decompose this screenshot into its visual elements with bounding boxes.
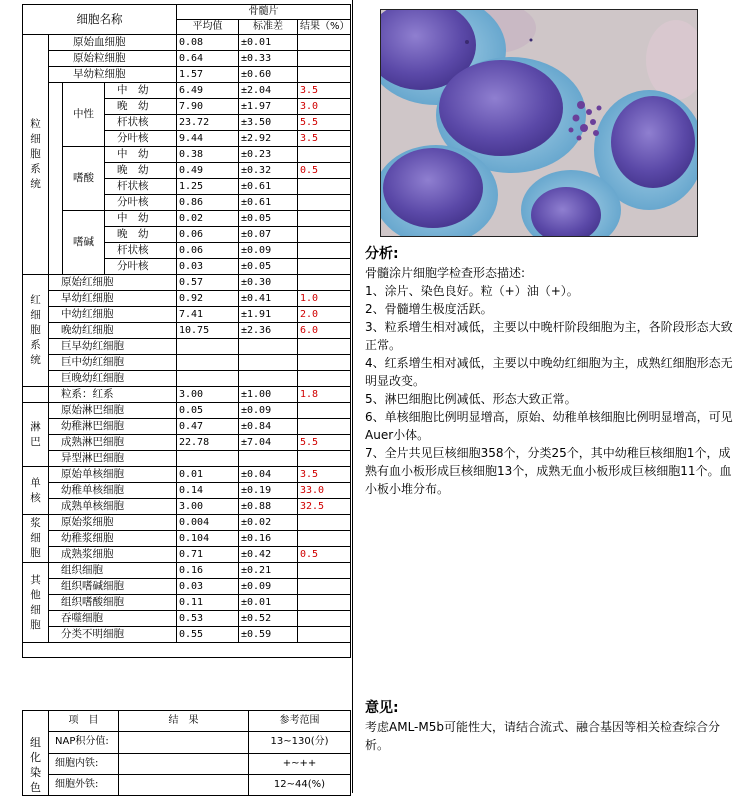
row-sd: ±0.07 [239,227,298,243]
row-name: 异型淋巴细胞 [49,451,177,467]
row-name: 分叶核 [105,131,177,147]
row-name: 杆状核 [105,115,177,131]
row-result [298,611,351,627]
row-mean: 0.64 [177,51,239,67]
chem-ref: 12~44(%) [249,774,351,795]
row-mean: 0.06 [177,243,239,259]
row-name: 原始红细胞 [49,275,177,291]
table-row [23,579,351,595]
row-result [298,51,351,67]
row-sd: ±0.09 [239,579,298,595]
group-other: 其他细胞 [23,563,49,643]
table-row [23,732,351,753]
row-sd: ±1.91 [239,307,298,323]
row-result [298,259,351,275]
row-name: 原始淋巴细胞 [49,403,177,419]
row-sd: ±0.60 [239,67,298,83]
row-result: 32.5 [298,499,351,515]
table-row [23,435,351,451]
table-row [23,147,351,163]
row-name: 中幼红细胞 [49,307,177,323]
header-sd: 标准差 [239,20,298,35]
row-name: 组织嗜碱细胞 [49,579,177,595]
row-sd: ±0.01 [239,595,298,611]
row-name: 巨中幼红细胞 [49,355,177,371]
row-mean: 7.41 [177,307,239,323]
table-row [23,467,351,483]
row-result [298,211,351,227]
group-plasma: 浆细胞 [23,515,49,563]
table-row [23,339,351,355]
table-row [23,531,351,547]
table-row [23,83,351,99]
row-mean: 22.78 [177,435,239,451]
table-row [23,51,351,67]
table-row [23,275,351,291]
row-sd: ±0.01 [239,35,298,51]
chem-ref: +~++ [249,753,351,774]
row-name: 分叶核 [105,259,177,275]
row-mean: 23.72 [177,115,239,131]
row-sd [239,355,298,371]
row-result [298,403,351,419]
row-sd: ±0.41 [239,291,298,307]
bone-marrow-table [22,4,351,658]
row-mean: 0.53 [177,611,239,627]
row-name: 巨晚幼红细胞 [49,371,177,387]
analysis-section [365,244,737,498]
row-sd: ±1.97 [239,99,298,115]
row-sd: ±0.23 [239,147,298,163]
row-mean: 0.03 [177,579,239,595]
group-spacer [49,83,63,275]
row-result: 3.5 [298,131,351,147]
row-result [298,515,351,531]
row-sd: ±1.00 [239,387,298,403]
row-result: 0.5 [298,547,351,563]
row-name: 幼稚单核细胞 [49,483,177,499]
row-sd: ±0.19 [239,483,298,499]
table-row [23,387,351,403]
row-sd: ±0.05 [239,259,298,275]
row-result [298,595,351,611]
table-row [23,419,351,435]
group-neutrophil: 中性 [63,83,105,147]
row-mean: 0.004 [177,515,239,531]
table-row [23,547,351,563]
group-mono: 单核 [23,467,49,515]
row-name: 原始单核细胞 [49,467,177,483]
chem-result [119,753,249,774]
row-result [298,35,351,51]
row-result [298,371,351,387]
row-result [298,419,351,435]
row-mean: 0.01 [177,467,239,483]
row-sd: ±0.59 [239,627,298,643]
chem-item: 细胞内铁: [49,753,119,774]
chem-category: 组化染色 [23,711,49,796]
row-name: 组织细胞 [49,563,177,579]
analysis-line: 5、淋巴细胞比例减低、形态大致正常。 [365,392,577,406]
row-name: 原始浆细胞 [49,515,177,531]
header-bone-marrow: 骨髓片 [177,5,351,20]
row-name: 杆状核 [105,243,177,259]
analysis-line: 骨髓涂片细胞学检查形态描述: [365,266,526,280]
row-result [298,275,351,291]
row-sd: ±0.32 [239,163,298,179]
report-left-panel [22,4,350,793]
group-blank [23,387,49,403]
chem-header-result: 结 果 [119,711,249,732]
marrow-smear-image [380,9,698,237]
row-mean: 0.92 [177,291,239,307]
row-name: 晚 幼 [105,227,177,243]
row-sd: ±0.61 [239,195,298,211]
row-result: 3.5 [298,83,351,99]
row-name: 晚幼红细胞 [49,323,177,339]
row-result [298,627,351,643]
chem-header-item: 项 目 [49,711,119,732]
row-name: 晚 幼 [105,163,177,179]
row-name: 早幼粒细胞 [49,67,177,83]
chem-item: NAP积分值: [49,732,119,753]
row-name: 粒系：红系 [49,387,177,403]
row-name: 中 幼 [105,147,177,163]
group-granulocyte: 粒细胞系统 [23,35,49,275]
analysis-line: 2、骨髓增生极度活跃。 [365,302,493,316]
row-name: 杆状核 [105,179,177,195]
table-row [23,627,351,643]
row-sd: ±0.04 [239,467,298,483]
row-result: 5.5 [298,115,351,131]
table-row [23,774,351,795]
row-mean: 0.55 [177,627,239,643]
table-row [23,563,351,579]
row-name: 成熟单核细胞 [49,499,177,515]
row-sd [239,339,298,355]
row-mean: 0.11 [177,595,239,611]
column-divider [352,0,353,793]
row-result: 0.5 [298,163,351,179]
row-result [298,339,351,355]
row-mean: 3.00 [177,387,239,403]
analysis-line: 7、全片共见巨核细胞358个，分类25个，其中幼稚巨核细胞1个，成熟有血小板形成巨核细胞13个，成熟无血小板形成巨核细胞11个。血小板小堆分布。 [365,446,732,496]
row-name: 分类不明细胞 [49,627,177,643]
table-row [23,611,351,627]
row-mean: 1.57 [177,67,239,83]
row-mean: 10.75 [177,323,239,339]
row-mean: 0.14 [177,483,239,499]
group-lymph: 淋巴 [23,403,49,467]
analysis-line: 3、粒系增生相对减低，主要以中晚杆阶段细胞为主，各阶段形态大致正常。 [365,320,733,352]
row-result [298,179,351,195]
header-mean: 平均值 [177,20,239,35]
row-result [298,147,351,163]
group-erythroid: 红细胞系统 [23,275,49,387]
table-row [23,595,351,611]
table-row [23,403,351,419]
row-sd: ±0.02 [239,515,298,531]
row-result [298,451,351,467]
row-mean: 0.38 [177,147,239,163]
row-sd: ±0.33 [239,51,298,67]
table-row [23,371,351,387]
row-sd: ±0.16 [239,531,298,547]
row-sd: ±2.04 [239,83,298,99]
table-row [23,753,351,774]
row-result: 6.0 [298,323,351,339]
row-name: 幼稚浆细胞 [49,531,177,547]
row-mean: 7.90 [177,99,239,115]
row-result: 1.8 [298,387,351,403]
row-result [298,67,351,83]
group-eosinophil: 嗜酸 [63,147,105,211]
table-row [23,515,351,531]
row-mean [177,355,239,371]
row-sd [239,371,298,387]
table-row [23,291,351,307]
row-sd: ±3.50 [239,115,298,131]
row-mean [177,339,239,355]
row-result: 5.5 [298,435,351,451]
row-name: 成熟浆细胞 [49,547,177,563]
row-name: 晚 幼 [105,99,177,115]
row-mean [177,371,239,387]
analysis-line: 4、红系增生相对减低，主要以中晚幼红细胞为主，成熟红细胞形态无明显改变。 [365,356,733,388]
row-result [298,531,351,547]
row-sd: ±0.21 [239,563,298,579]
analysis-title: 分析: [365,246,399,262]
row-mean: 0.71 [177,547,239,563]
table-row [23,35,351,51]
row-sd: ±0.09 [239,403,298,419]
table-row [23,499,351,515]
row-result [298,355,351,371]
row-mean: 0.05 [177,403,239,419]
row-mean: 0.47 [177,419,239,435]
row-name: 原始血细胞 [49,35,177,51]
table-row [23,307,351,323]
row-mean: 9.44 [177,131,239,147]
opinion-section [365,698,737,754]
row-mean: 0.104 [177,531,239,547]
row-sd: ±0.88 [239,499,298,515]
row-sd: ±0.30 [239,275,298,291]
row-mean: 0.16 [177,563,239,579]
row-mean: 0.02 [177,211,239,227]
chem-result [119,774,249,795]
row-mean: 1.25 [177,179,239,195]
analysis-line: 6、单核细胞比例明显增高，原始、幼稚单核细胞比例明显增高，可见Auer小体。 [365,410,733,442]
opinion-text: 考虑AML-M5b可能性大，请结合流式、融合基因等相关检查综合分析。 [365,720,720,752]
row-result: 33.0 [298,483,351,499]
row-name: 巨早幼红细胞 [49,339,177,355]
row-result: 1.0 [298,291,351,307]
row-name: 原始粒细胞 [49,51,177,67]
row-mean: 6.49 [177,83,239,99]
row-mean: 0.86 [177,195,239,211]
table-row [23,323,351,339]
row-result [298,243,351,259]
row-sd: ±7.04 [239,435,298,451]
row-mean: 0.57 [177,275,239,291]
row-name: 组织嗜酸细胞 [49,595,177,611]
row-mean: 0.03 [177,259,239,275]
row-result [298,227,351,243]
cytochemistry-table [22,710,351,796]
table-row [23,483,351,499]
table-row [23,67,351,83]
row-name: 早幼红细胞 [49,291,177,307]
row-mean: 0.49 [177,163,239,179]
row-sd: ±0.42 [239,547,298,563]
row-name: 中 幼 [105,211,177,227]
table-row [23,355,351,371]
row-result: 3.5 [298,467,351,483]
row-name: 成熟淋巴细胞 [49,435,177,451]
row-result [298,563,351,579]
row-result: 3.0 [298,99,351,115]
row-name: 幼稚淋巴细胞 [49,419,177,435]
row-name: 分叶核 [105,195,177,211]
row-sd: ±0.05 [239,211,298,227]
row-sd: ±2.92 [239,131,298,147]
table-blank-row [23,643,351,658]
row-sd: ±2.36 [239,323,298,339]
row-mean: 0.08 [177,35,239,51]
row-sd: ±0.52 [239,611,298,627]
table-row [23,211,351,227]
header-cell-name: 细胞名称 [23,5,177,35]
row-mean: 3.00 [177,499,239,515]
row-sd: ±0.84 [239,419,298,435]
chem-header-ref: 参考范围 [249,711,351,732]
row-mean [177,451,239,467]
row-result [298,195,351,211]
chem-item: 细胞外铁: [49,774,119,795]
row-sd: ±0.61 [239,179,298,195]
row-result: 2.0 [298,307,351,323]
chem-result [119,732,249,753]
row-name: 吞噬细胞 [49,611,177,627]
opinion-title: 意见: [365,700,399,716]
marrow-smear-drawing [381,10,697,236]
table-row [23,451,351,467]
row-mean: 0.06 [177,227,239,243]
row-result [298,579,351,595]
row-sd [239,451,298,467]
row-name: 中 幼 [105,83,177,99]
group-basophil: 嗜碱 [63,211,105,275]
header-result: 结果（%） [298,20,351,35]
chem-ref: 13~130(分) [249,732,351,753]
analysis-line: 1、涂片、染色良好。粒（+）油（+）。 [365,284,579,298]
row-sd: ±0.09 [239,243,298,259]
